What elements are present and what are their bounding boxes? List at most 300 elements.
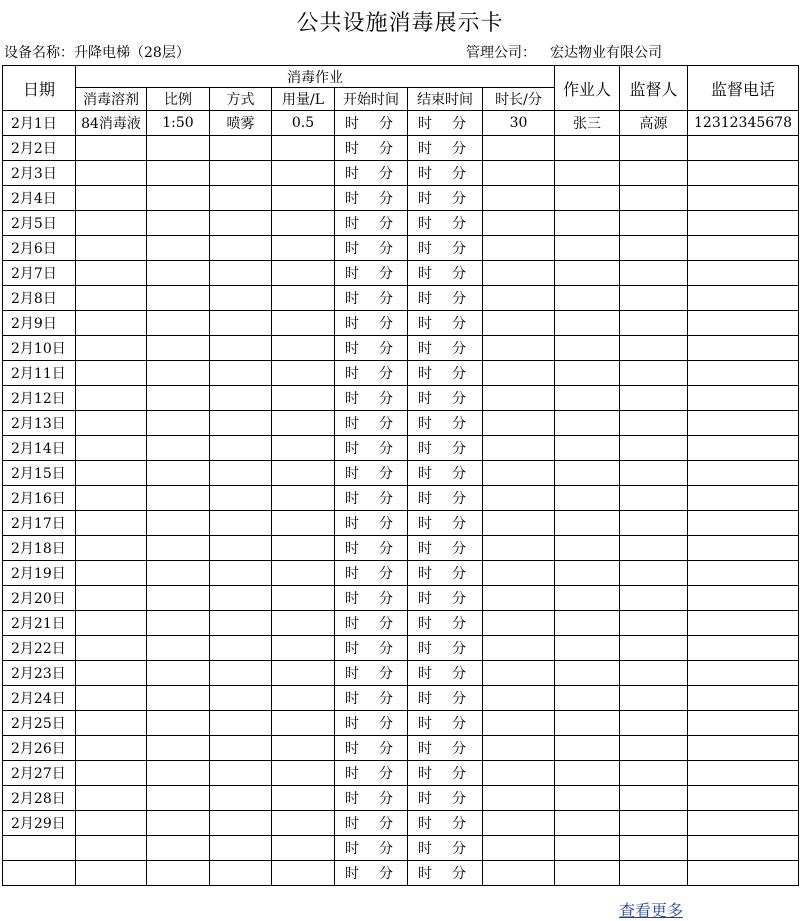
agent-cell[interactable]	[76, 411, 147, 436]
method-cell[interactable]	[210, 136, 272, 161]
supervisor-cell[interactable]	[620, 311, 688, 336]
operator-cell[interactable]	[555, 161, 620, 186]
supervisor-cell[interactable]	[620, 761, 688, 786]
start-time-cell[interactable]	[335, 311, 408, 336]
operator-cell[interactable]	[555, 736, 620, 761]
supervisor-cell[interactable]	[620, 611, 688, 636]
duration-cell[interactable]	[483, 511, 555, 536]
supervisor-cell[interactable]	[620, 286, 688, 311]
operator-cell[interactable]	[555, 186, 620, 211]
end-time-cell[interactable]	[408, 361, 483, 386]
method-cell[interactable]	[210, 211, 272, 236]
ratio-cell[interactable]	[147, 836, 210, 861]
start-time-cell[interactable]	[335, 236, 408, 261]
supervisor-cell[interactable]	[620, 861, 688, 886]
duration-cell[interactable]	[483, 436, 555, 461]
amount-cell[interactable]: 0.5	[272, 111, 335, 136]
amount-cell[interactable]	[272, 236, 335, 261]
ratio-cell[interactable]	[147, 811, 210, 836]
amount-cell[interactable]	[272, 861, 335, 886]
ratio-cell[interactable]	[147, 786, 210, 811]
start-time-cell[interactable]	[335, 836, 408, 861]
duration-cell[interactable]	[483, 236, 555, 261]
start-time-cell[interactable]	[335, 636, 408, 661]
operator-cell[interactable]	[555, 136, 620, 161]
end-time-cell[interactable]	[408, 611, 483, 636]
start-time-cell[interactable]	[335, 536, 408, 561]
method-cell[interactable]	[210, 536, 272, 561]
duration-cell[interactable]	[483, 536, 555, 561]
phone-cell[interactable]	[688, 286, 799, 311]
method-cell[interactable]	[210, 486, 272, 511]
amount-cell[interactable]	[272, 561, 335, 586]
end-time-cell[interactable]	[408, 436, 483, 461]
end-time-cell[interactable]	[408, 161, 483, 186]
agent-cell[interactable]	[76, 186, 147, 211]
supervisor-cell[interactable]	[620, 586, 688, 611]
phone-cell[interactable]	[688, 236, 799, 261]
ratio-cell[interactable]	[147, 561, 210, 586]
method-cell[interactable]	[210, 261, 272, 286]
duration-cell[interactable]: 30	[483, 111, 555, 136]
start-time-cell[interactable]	[335, 486, 408, 511]
phone-cell[interactable]	[688, 686, 799, 711]
method-cell[interactable]	[210, 236, 272, 261]
phone-cell[interactable]	[688, 861, 799, 886]
amount-cell[interactable]	[272, 461, 335, 486]
start-time-cell[interactable]	[335, 286, 408, 311]
method-cell[interactable]	[210, 861, 272, 886]
operator-cell[interactable]	[555, 686, 620, 711]
operator-cell[interactable]	[555, 786, 620, 811]
ratio-cell[interactable]	[147, 586, 210, 611]
amount-cell[interactable]	[272, 786, 335, 811]
duration-cell[interactable]	[483, 736, 555, 761]
phone-cell[interactable]	[688, 136, 799, 161]
agent-cell[interactable]	[76, 136, 147, 161]
ratio-cell[interactable]	[147, 436, 210, 461]
phone-cell[interactable]	[688, 211, 799, 236]
supervisor-cell[interactable]	[620, 661, 688, 686]
phone-cell[interactable]	[688, 386, 799, 411]
start-time-cell[interactable]	[335, 411, 408, 436]
amount-cell[interactable]	[272, 261, 335, 286]
method-cell[interactable]	[210, 736, 272, 761]
operator-cell[interactable]	[555, 761, 620, 786]
phone-cell[interactable]	[688, 661, 799, 686]
operator-cell[interactable]	[555, 661, 620, 686]
ratio-cell[interactable]: 1:50	[147, 111, 210, 136]
ratio-cell[interactable]	[147, 386, 210, 411]
amount-cell[interactable]	[272, 811, 335, 836]
duration-cell[interactable]	[483, 686, 555, 711]
supervisor-cell[interactable]	[620, 561, 688, 586]
start-time-cell[interactable]	[335, 761, 408, 786]
phone-cell[interactable]	[688, 486, 799, 511]
agent-cell[interactable]	[76, 836, 147, 861]
amount-cell[interactable]	[272, 661, 335, 686]
agent-cell[interactable]	[76, 261, 147, 286]
amount-cell[interactable]	[272, 761, 335, 786]
duration-cell[interactable]	[483, 461, 555, 486]
amount-cell[interactable]	[272, 511, 335, 536]
supervisor-cell[interactable]	[620, 486, 688, 511]
agent-cell[interactable]	[76, 786, 147, 811]
phone-cell[interactable]	[688, 161, 799, 186]
start-time-cell[interactable]	[335, 461, 408, 486]
supervisor-cell[interactable]	[620, 261, 688, 286]
amount-cell[interactable]	[272, 636, 335, 661]
operator-cell[interactable]	[555, 261, 620, 286]
operator-cell[interactable]	[555, 461, 620, 486]
start-time-cell[interactable]	[335, 336, 408, 361]
ratio-cell[interactable]	[147, 536, 210, 561]
duration-cell[interactable]	[483, 661, 555, 686]
end-time-cell[interactable]	[408, 811, 483, 836]
duration-cell[interactable]	[483, 786, 555, 811]
operator-cell[interactable]	[555, 511, 620, 536]
agent-cell[interactable]	[76, 711, 147, 736]
end-time-cell[interactable]	[408, 336, 483, 361]
start-time-cell[interactable]	[335, 736, 408, 761]
operator-cell[interactable]	[555, 286, 620, 311]
method-cell[interactable]	[210, 311, 272, 336]
method-cell[interactable]	[210, 761, 272, 786]
method-cell[interactable]	[210, 286, 272, 311]
supervisor-cell[interactable]	[620, 186, 688, 211]
start-time-cell[interactable]	[335, 436, 408, 461]
end-time-cell[interactable]	[408, 636, 483, 661]
ratio-cell[interactable]	[147, 261, 210, 286]
end-time-cell[interactable]	[408, 461, 483, 486]
duration-cell[interactable]	[483, 636, 555, 661]
amount-cell[interactable]	[272, 311, 335, 336]
agent-cell[interactable]	[76, 161, 147, 186]
phone-cell[interactable]	[688, 836, 799, 861]
amount-cell[interactable]	[272, 136, 335, 161]
operator-cell[interactable]	[555, 236, 620, 261]
supervisor-cell[interactable]	[620, 786, 688, 811]
operator-cell[interactable]	[555, 211, 620, 236]
duration-cell[interactable]	[483, 336, 555, 361]
phone-cell[interactable]	[688, 511, 799, 536]
method-cell[interactable]	[210, 811, 272, 836]
operator-cell[interactable]	[555, 586, 620, 611]
end-time-cell[interactable]	[408, 736, 483, 761]
phone-cell[interactable]	[688, 636, 799, 661]
amount-cell[interactable]	[272, 836, 335, 861]
amount-cell[interactable]	[272, 286, 335, 311]
method-cell[interactable]	[210, 836, 272, 861]
amount-cell[interactable]	[272, 161, 335, 186]
operator-cell[interactable]	[555, 836, 620, 861]
start-time-cell[interactable]	[335, 136, 408, 161]
operator-cell[interactable]	[555, 536, 620, 561]
agent-cell[interactable]	[76, 311, 147, 336]
amount-cell[interactable]	[272, 586, 335, 611]
phone-cell[interactable]	[688, 786, 799, 811]
operator-cell[interactable]	[555, 411, 620, 436]
supervisor-cell[interactable]	[620, 736, 688, 761]
amount-cell[interactable]	[272, 336, 335, 361]
amount-cell[interactable]	[272, 386, 335, 411]
method-cell[interactable]	[210, 561, 272, 586]
operator-cell[interactable]	[555, 861, 620, 886]
agent-cell[interactable]	[76, 686, 147, 711]
phone-cell[interactable]	[688, 361, 799, 386]
phone-cell[interactable]	[688, 761, 799, 786]
start-time-cell[interactable]	[335, 361, 408, 386]
amount-cell[interactable]	[272, 361, 335, 386]
ratio-cell[interactable]	[147, 736, 210, 761]
start-time-cell[interactable]	[335, 386, 408, 411]
duration-cell[interactable]	[483, 286, 555, 311]
duration-cell[interactable]	[483, 411, 555, 436]
supervisor-cell[interactable]	[620, 236, 688, 261]
ratio-cell[interactable]	[147, 161, 210, 186]
operator-cell[interactable]	[555, 811, 620, 836]
duration-cell[interactable]	[483, 386, 555, 411]
start-time-cell[interactable]	[335, 186, 408, 211]
method-cell[interactable]	[210, 161, 272, 186]
phone-cell[interactable]	[688, 611, 799, 636]
operator-cell[interactable]	[555, 361, 620, 386]
method-cell[interactable]	[210, 386, 272, 411]
end-time-cell[interactable]	[408, 711, 483, 736]
agent-cell[interactable]	[76, 636, 147, 661]
start-time-cell[interactable]	[335, 661, 408, 686]
ratio-cell[interactable]	[147, 686, 210, 711]
duration-cell[interactable]	[483, 311, 555, 336]
ratio-cell[interactable]	[147, 311, 210, 336]
agent-cell[interactable]	[76, 661, 147, 686]
ratio-cell[interactable]	[147, 511, 210, 536]
agent-cell[interactable]	[76, 236, 147, 261]
method-cell[interactable]	[210, 461, 272, 486]
end-time-cell[interactable]	[408, 211, 483, 236]
amount-cell[interactable]	[272, 536, 335, 561]
duration-cell[interactable]	[483, 836, 555, 861]
method-cell[interactable]	[210, 661, 272, 686]
amount-cell[interactable]	[272, 411, 335, 436]
start-time-cell[interactable]	[335, 786, 408, 811]
method-cell[interactable]	[210, 411, 272, 436]
supervisor-cell[interactable]	[620, 386, 688, 411]
duration-cell[interactable]	[483, 211, 555, 236]
method-cell[interactable]	[210, 361, 272, 386]
operator-cell[interactable]	[555, 561, 620, 586]
phone-cell[interactable]	[688, 411, 799, 436]
phone-cell[interactable]	[688, 711, 799, 736]
start-time-cell[interactable]	[335, 261, 408, 286]
agent-cell[interactable]	[76, 361, 147, 386]
operator-cell[interactable]	[555, 311, 620, 336]
start-time-cell[interactable]	[335, 861, 408, 886]
duration-cell[interactable]	[483, 586, 555, 611]
agent-cell[interactable]: 84消毒液	[76, 111, 147, 136]
end-time-cell[interactable]	[408, 186, 483, 211]
method-cell[interactable]	[210, 711, 272, 736]
method-cell[interactable]	[210, 636, 272, 661]
agent-cell[interactable]	[76, 736, 147, 761]
end-time-cell[interactable]	[408, 761, 483, 786]
supervisor-cell[interactable]	[620, 361, 688, 386]
agent-cell[interactable]	[76, 436, 147, 461]
end-time-cell[interactable]	[408, 561, 483, 586]
end-time-cell[interactable]	[408, 586, 483, 611]
phone-cell[interactable]	[688, 261, 799, 286]
method-cell[interactable]	[210, 686, 272, 711]
end-time-cell[interactable]	[408, 136, 483, 161]
operator-cell[interactable]: 张三	[555, 111, 620, 136]
amount-cell[interactable]	[272, 436, 335, 461]
method-cell[interactable]: 喷雾	[210, 111, 272, 136]
operator-cell[interactable]	[555, 436, 620, 461]
agent-cell[interactable]	[76, 761, 147, 786]
start-time-cell[interactable]	[335, 561, 408, 586]
agent-cell[interactable]	[76, 461, 147, 486]
end-time-cell[interactable]	[408, 786, 483, 811]
amount-cell[interactable]	[272, 611, 335, 636]
ratio-cell[interactable]	[147, 861, 210, 886]
duration-cell[interactable]	[483, 561, 555, 586]
end-time-cell[interactable]	[408, 411, 483, 436]
agent-cell[interactable]	[76, 486, 147, 511]
method-cell[interactable]	[210, 786, 272, 811]
method-cell[interactable]	[210, 436, 272, 461]
start-time-cell[interactable]	[335, 211, 408, 236]
end-time-cell[interactable]	[408, 261, 483, 286]
start-time-cell[interactable]	[335, 111, 408, 136]
agent-cell[interactable]	[76, 586, 147, 611]
phone-cell[interactable]: 12312345678	[688, 111, 799, 136]
end-time-cell[interactable]	[408, 386, 483, 411]
ratio-cell[interactable]	[147, 236, 210, 261]
supervisor-cell[interactable]	[620, 836, 688, 861]
ratio-cell[interactable]	[147, 136, 210, 161]
amount-cell[interactable]	[272, 711, 335, 736]
operator-cell[interactable]	[555, 336, 620, 361]
supervisor-cell[interactable]	[620, 711, 688, 736]
supervisor-cell[interactable]	[620, 411, 688, 436]
agent-cell[interactable]	[76, 536, 147, 561]
supervisor-cell[interactable]	[620, 686, 688, 711]
start-time-cell[interactable]	[335, 511, 408, 536]
operator-cell[interactable]	[555, 636, 620, 661]
start-time-cell[interactable]	[335, 711, 408, 736]
duration-cell[interactable]	[483, 486, 555, 511]
end-time-cell[interactable]	[408, 311, 483, 336]
duration-cell[interactable]	[483, 811, 555, 836]
amount-cell[interactable]	[272, 211, 335, 236]
ratio-cell[interactable]	[147, 661, 210, 686]
duration-cell[interactable]	[483, 861, 555, 886]
end-time-cell[interactable]	[408, 486, 483, 511]
start-time-cell[interactable]	[335, 686, 408, 711]
ratio-cell[interactable]	[147, 411, 210, 436]
amount-cell[interactable]	[272, 486, 335, 511]
agent-cell[interactable]	[76, 811, 147, 836]
operator-cell[interactable]	[555, 386, 620, 411]
supervisor-cell[interactable]	[620, 536, 688, 561]
supervisor-cell[interactable]: 高源	[620, 111, 688, 136]
end-time-cell[interactable]	[408, 861, 483, 886]
agent-cell[interactable]	[76, 336, 147, 361]
duration-cell[interactable]	[483, 761, 555, 786]
supervisor-cell[interactable]	[620, 636, 688, 661]
supervisor-cell[interactable]	[620, 161, 688, 186]
agent-cell[interactable]	[76, 611, 147, 636]
start-time-cell[interactable]	[335, 586, 408, 611]
method-cell[interactable]	[210, 611, 272, 636]
phone-cell[interactable]	[688, 186, 799, 211]
duration-cell[interactable]	[483, 186, 555, 211]
ratio-cell[interactable]	[147, 186, 210, 211]
method-cell[interactable]	[210, 336, 272, 361]
phone-cell[interactable]	[688, 811, 799, 836]
end-time-cell[interactable]	[408, 511, 483, 536]
duration-cell[interactable]	[483, 711, 555, 736]
supervisor-cell[interactable]	[620, 811, 688, 836]
amount-cell[interactable]	[272, 736, 335, 761]
agent-cell[interactable]	[76, 561, 147, 586]
phone-cell[interactable]	[688, 536, 799, 561]
ratio-cell[interactable]	[147, 761, 210, 786]
duration-cell[interactable]	[483, 361, 555, 386]
phone-cell[interactable]	[688, 436, 799, 461]
phone-cell[interactable]	[688, 311, 799, 336]
duration-cell[interactable]	[483, 161, 555, 186]
ratio-cell[interactable]	[147, 711, 210, 736]
end-time-cell[interactable]	[408, 286, 483, 311]
operator-cell[interactable]	[555, 711, 620, 736]
ratio-cell[interactable]	[147, 636, 210, 661]
method-cell[interactable]	[210, 586, 272, 611]
end-time-cell[interactable]	[408, 536, 483, 561]
end-time-cell[interactable]	[408, 111, 483, 136]
ratio-cell[interactable]	[147, 611, 210, 636]
agent-cell[interactable]	[76, 386, 147, 411]
amount-cell[interactable]	[272, 686, 335, 711]
end-time-cell[interactable]	[408, 236, 483, 261]
supervisor-cell[interactable]	[620, 136, 688, 161]
operator-cell[interactable]	[555, 611, 620, 636]
agent-cell[interactable]	[76, 286, 147, 311]
view-more-link[interactable]: 查看更多	[619, 901, 684, 920]
supervisor-cell[interactable]	[620, 336, 688, 361]
supervisor-cell[interactable]	[620, 436, 688, 461]
ratio-cell[interactable]	[147, 461, 210, 486]
phone-cell[interactable]	[688, 336, 799, 361]
phone-cell[interactable]	[688, 561, 799, 586]
supervisor-cell[interactable]	[620, 211, 688, 236]
start-time-cell[interactable]	[335, 611, 408, 636]
method-cell[interactable]	[210, 511, 272, 536]
ratio-cell[interactable]	[147, 361, 210, 386]
operator-cell[interactable]	[555, 486, 620, 511]
start-time-cell[interactable]	[335, 811, 408, 836]
duration-cell[interactable]	[483, 136, 555, 161]
duration-cell[interactable]	[483, 261, 555, 286]
agent-cell[interactable]	[76, 511, 147, 536]
supervisor-cell[interactable]	[620, 461, 688, 486]
end-time-cell[interactable]	[408, 836, 483, 861]
agent-cell[interactable]	[76, 861, 147, 886]
end-time-cell[interactable]	[408, 661, 483, 686]
phone-cell[interactable]	[688, 586, 799, 611]
ratio-cell[interactable]	[147, 286, 210, 311]
supervisor-cell[interactable]	[620, 511, 688, 536]
